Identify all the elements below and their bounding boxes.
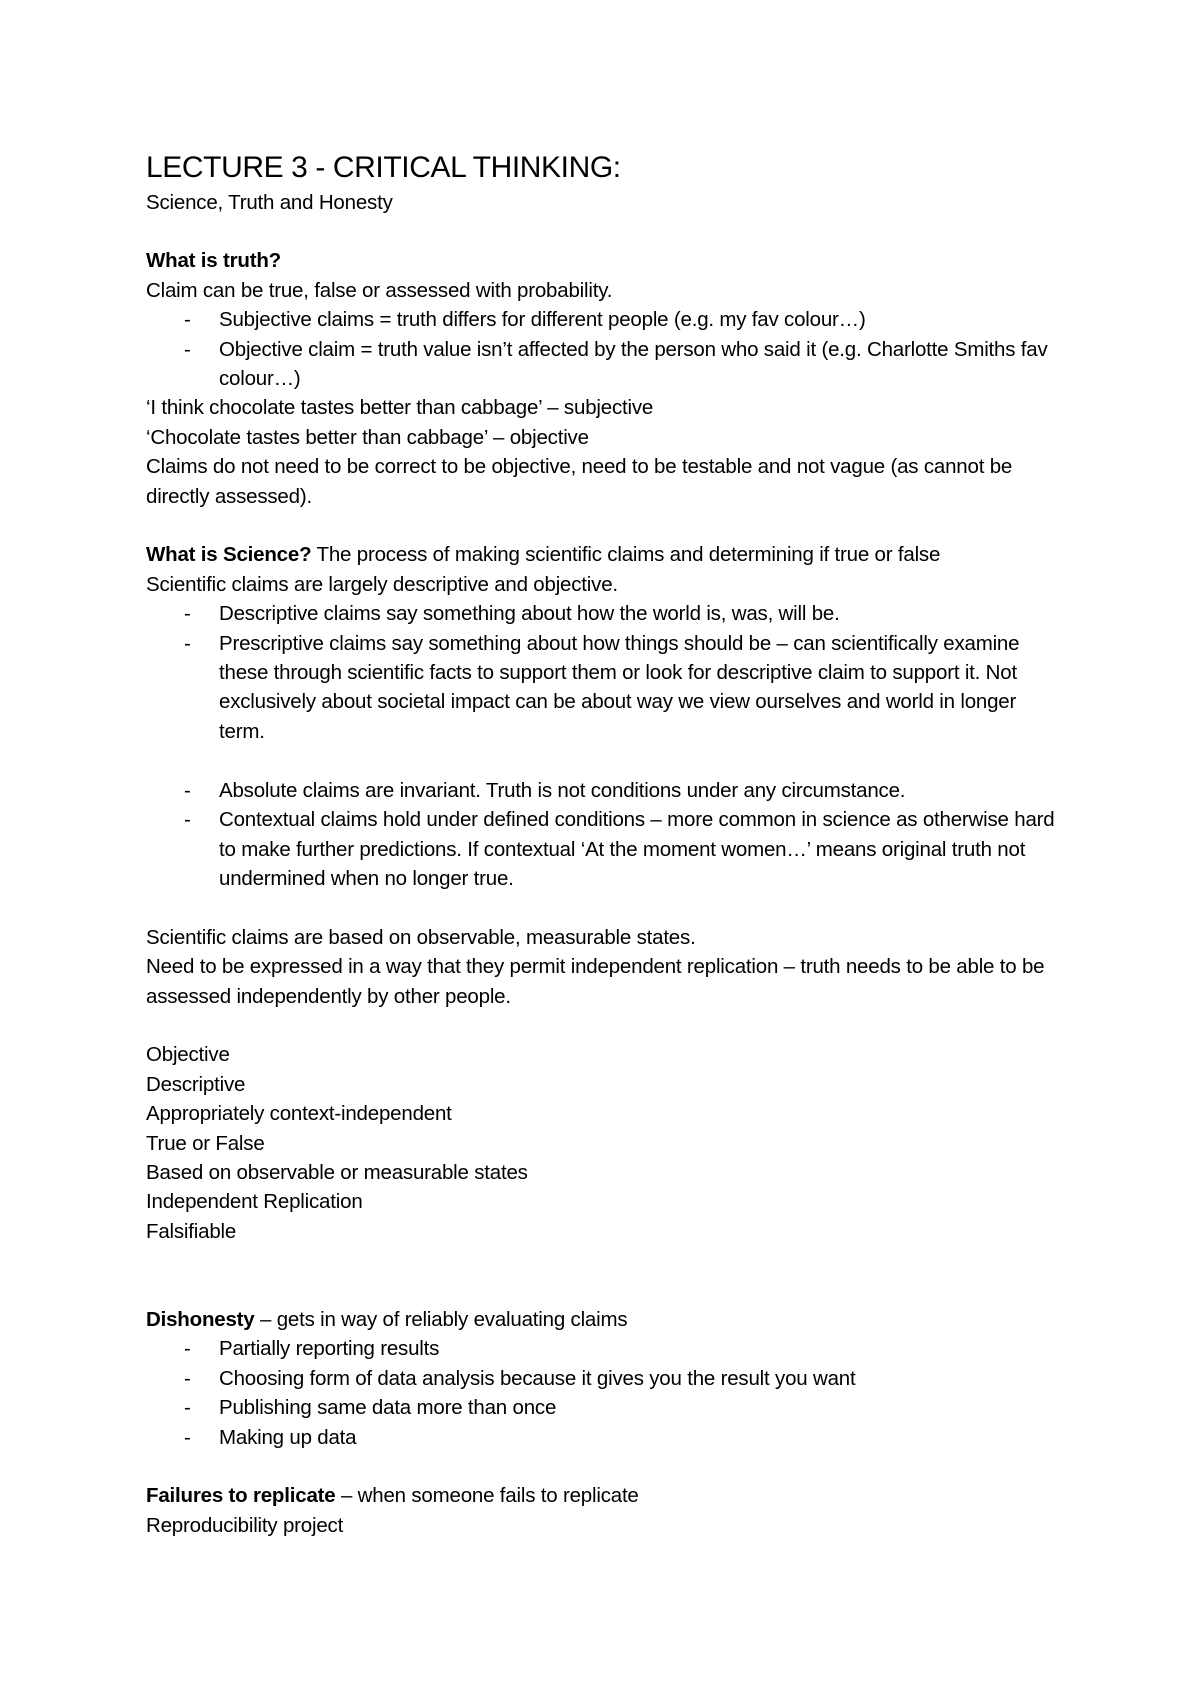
- paragraph: [146, 1481, 1066, 1510]
- paragraph: [146, 540, 1066, 569]
- bullet-list: [146, 599, 1066, 746]
- section-heading-rest: – when someone fails to replicate: [335, 1484, 639, 1508]
- paragraph: Reproducibility project: [146, 1513, 344, 1537]
- paragraph: [146, 1305, 1066, 1334]
- section-heading-replication: Failures to replicate: [146, 1484, 336, 1508]
- section-heading-rest: – gets in way of reliably evaluating claims: [254, 1307, 628, 1331]
- criteria-item: Descriptive: [146, 1072, 246, 1096]
- criteria-item: Appropriately context-independent: [146, 1102, 452, 1126]
- criteria-list: [146, 1040, 1066, 1246]
- page-subtitle: Science, Truth and Honesty: [146, 191, 393, 214]
- paragraph: Scientific claims are based on observable, measurable states.: [146, 925, 696, 949]
- list-item: - Subjective claims = truth differs for different people (e.g. my fav colour…): [146, 305, 1066, 334]
- list-item: - Absolute claims are invariant. Truth is not conditions under any circumstance.: [146, 776, 1066, 805]
- paragraph: Need to be expressed in a way that they permit independent replication – truth needs to be able to be assessed independently by other people.: [146, 955, 1045, 1008]
- section-heading-dishonesty: Dishonesty: [146, 1307, 255, 1331]
- section-heading-truth: What is truth?: [146, 249, 281, 273]
- criteria-item: True or False: [146, 1131, 265, 1155]
- list-item: - Objective claim = truth value isn’t affected by the person who said it (e.g. Charlotte Smiths fav colour…): [146, 335, 1066, 394]
- paragraph: Claims do not need to be correct to be objective, need to be testable and not vague (as cannot be directly assessed).: [146, 455, 1013, 508]
- section-heading-science: What is Science?: [146, 543, 312, 567]
- paragraph: Claim can be true, false or assessed with probability.: [146, 278, 613, 302]
- criteria-item: Falsifiable: [146, 1219, 237, 1243]
- list-item: - Making up data: [146, 1423, 1066, 1452]
- list-item: - Partially reporting results: [146, 1334, 1066, 1363]
- section-science: [146, 540, 1066, 1010]
- list-item: - Contextual claims hold under defined conditions – more common in science as otherwise hard to make further predictions. If contextual ‘At the moment women…’ means original truth not undermined when no longer true.: [146, 805, 1066, 893]
- criteria-item: Objective: [146, 1043, 230, 1067]
- section-dishonesty: [146, 1305, 1066, 1452]
- lecture-notes: [146, 148, 1066, 1540]
- list-item: - Prescriptive claims say something about how things should be – can scientifically examine these through scientific facts to support them or look for descriptive claim to support it. Not exclusively about societal impact can be about way we view ourselves and world in longer term.: [146, 629, 1066, 747]
- criteria-item: Based on observable or measurable states: [146, 1160, 528, 1184]
- list-item: - Choosing form of data analysis because it gives you the result you want: [146, 1364, 1066, 1393]
- criteria-item: Independent Replication: [146, 1190, 363, 1214]
- bullet-list: [146, 776, 1066, 894]
- paragraph: ‘I think chocolate tastes better than cabbage’ – subjective: [146, 396, 654, 420]
- paragraph: Scientific claims are largely descriptive and objective.: [146, 572, 618, 596]
- list-item: - Descriptive claims say something about how the world is, was, will be.: [146, 599, 1066, 628]
- section-replication: [146, 1481, 1066, 1540]
- list-item: - Publishing same data more than once: [146, 1393, 1066, 1422]
- bullet-list: [146, 305, 1066, 393]
- page-title: LECTURE 3 - CRITICAL THINKING:: [146, 151, 621, 184]
- paragraph: ‘Chocolate tastes better than cabbage’ – objective: [146, 425, 589, 449]
- section-heading-rest: The process of making scientific claims and determining if true or false: [311, 543, 941, 567]
- section-truth: [146, 246, 1066, 511]
- bullet-list: [146, 1334, 1066, 1452]
